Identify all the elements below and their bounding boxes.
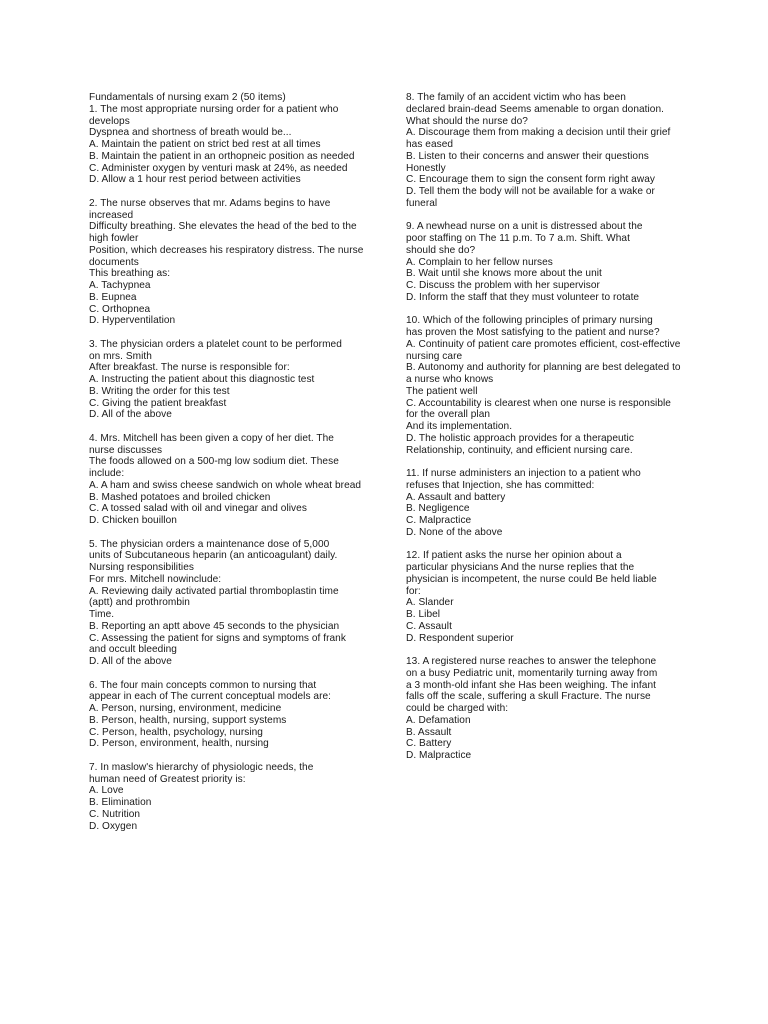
text-line: 3. The physician orders a platelet count to be performed: [89, 338, 342, 350]
text-line: human need of Greatest priority is:: [89, 773, 246, 785]
text-line: A. Defamation: [406, 714, 471, 726]
text-line: 12. If patient asks the nurse her opinion about a: [406, 550, 622, 562]
text-line: C. Assessing the patient for signs and symptoms of frank: [89, 632, 346, 644]
text-line: This breathing as:: [89, 268, 171, 280]
text-line: A. Discourage them from making a decision until their grief: [406, 127, 671, 139]
text-line: B. Writing the order for this test: [89, 385, 230, 397]
text-line: Honestly: [406, 162, 446, 174]
text-line: D. Allow a 1 hour rest period between activities: [89, 174, 301, 186]
text-line: B. Assault: [406, 726, 452, 738]
text-line: on mrs. Smith: [89, 350, 152, 362]
text-line: Position, which decreases his respiratory distress. The nurse: [89, 244, 364, 256]
text-line: 9. A newhead nurse on a unit is distressed about the: [406, 221, 643, 233]
question-block: [89, 680, 374, 751]
question-block: [406, 92, 686, 210]
text-line: nurse discusses: [89, 444, 163, 456]
text-line: A. Continuity of patient care promotes efficient, cost-effective: [406, 338, 681, 350]
text-line: a 3 month-old infant she Has been weighing. The infant: [406, 679, 656, 691]
text-line: A. Tachypnea: [89, 280, 151, 291]
text-line: on a busy Pediatric unit, momentarily turning away from: [406, 667, 658, 679]
text-line: could be charged with:: [406, 703, 509, 714]
text-line: D. Inform the staff that they must volunteer to rotate: [406, 291, 640, 303]
right-column: [406, 92, 686, 762]
text-line: nursing care: [406, 350, 463, 362]
text-line: D. Tell them the body will not be available for a wake or: [406, 186, 655, 197]
text-line: B. Person, health, nursing, support systems: [89, 714, 287, 726]
text-line: for:: [406, 585, 421, 597]
text-line: C. Giving the patient breakfast: [89, 397, 227, 409]
text-line: D. Chicken bouillon: [89, 515, 177, 526]
text-line: C. A tossed salad with oil and vinegar and olives: [89, 503, 307, 515]
text-line: and occult bleeding: [89, 644, 177, 656]
text-line: Time.: [89, 609, 115, 620]
text-line: A. Complain to her fellow nurses: [406, 256, 553, 268]
text-line: D. All of the above: [89, 656, 172, 667]
text-line: units of Subcutaneous heparin (an anticoagulant) daily.: [89, 550, 338, 562]
text-line: increased: [89, 209, 134, 221]
text-line: has proven the Most satisfying to the patient and nurse?: [406, 327, 660, 338]
text-line: A. A ham and swiss cheese sandwich on whole wheat bread: [89, 479, 362, 491]
text-line: declared brain-dead Seems amenable to organ donation.: [406, 103, 664, 115]
text-line: high fowler: [89, 233, 139, 244]
text-line: poor staffing on The 11 p.m. To 7 a.m. Shift. What: [406, 233, 630, 244]
text-line: Difficulty breathing. She elevates the head of the bed to the: [89, 221, 357, 233]
text-line: for the overall plan: [406, 409, 491, 421]
text-line: D. Respondent superior: [406, 632, 514, 644]
text-line: 11. If nurse administers an injection to a patient who: [406, 468, 641, 479]
text-line: D. Malpractice: [406, 750, 472, 761]
text-line: appear in each of The current conceptual models are:: [89, 691, 332, 703]
text-line: (aptt) and prothrombin: [89, 597, 190, 609]
text-line: C. Person, health, psychology, nursing: [89, 726, 263, 738]
text-line: 1. The most appropriate nursing order for a patient who: [89, 103, 339, 115]
text-line: funeral: [406, 197, 438, 209]
text-line: C. Administer oxygen by venturi mask at 24%, as needed: [89, 162, 348, 174]
text-line: A. Assault and battery: [406, 491, 506, 503]
text-line: For mrs. Mitchell nowinclude:: [89, 573, 222, 585]
text-line: C. Accountability is clearest when one nurse is responsible: [406, 397, 671, 409]
text-line: A. Reviewing daily activated partial thromboplastin time: [89, 585, 339, 597]
text-line: Nursing responsibilities: [89, 562, 194, 573]
text-line: B. Maintain the patient in an orthopneic position as needed: [89, 150, 355, 162]
question-block: [89, 433, 374, 527]
text-line: A. Love: [89, 785, 124, 797]
text-line: D. All of the above: [89, 409, 172, 421]
text-line: The patient well: [406, 385, 478, 397]
question-block: [89, 198, 374, 327]
text-line: Relationship, continuity, and efficient nursing care.: [406, 444, 633, 456]
question-block: [406, 221, 686, 303]
question-block: [406, 656, 686, 762]
text-line: A. Maintain the patient on strict bed rest at all times: [89, 139, 321, 150]
text-line: B. Reporting an aptt above 45 seconds to the physician: [89, 620, 340, 632]
text-line: B. Negligence: [406, 503, 470, 515]
question-block: [406, 315, 686, 456]
question-block: [406, 550, 686, 644]
question-block: [89, 539, 374, 668]
text-line: D. Hyperventilation: [89, 315, 176, 327]
text-line: refuses that Injection, she has committed:: [406, 479, 595, 491]
text-line: C. Encourage them to sign the consent form right away: [406, 174, 655, 186]
text-line: 13. A registered nurse reaches to answer the telephone: [406, 656, 657, 667]
text-line: Fundamentals of nursing exam 2 (50 items): [89, 92, 286, 103]
text-line: B. Eupnea: [89, 291, 137, 303]
text-line: The foods allowed on a 500-mg low sodium diet. These: [89, 456, 339, 468]
text-line: B. Autonomy and authority for planning are best delegated to: [406, 362, 681, 374]
text-line: C. Malpractice: [406, 515, 472, 526]
text-line: 2. The nurse observes that mr. Adams begins to have: [89, 197, 331, 209]
text-line: A. Instructing the patient about this diagnostic test: [89, 374, 315, 385]
text-line: include:: [89, 468, 125, 479]
text-line: C. Discuss the problem with her supervisor: [406, 280, 600, 291]
text-line: 8. The family of an accident victim who has been: [406, 92, 626, 103]
text-line: 4. Mrs. Mitchell has been given a copy of her diet. The: [89, 432, 334, 444]
text-line: documents: [89, 256, 139, 268]
text-line: C. Battery: [406, 738, 452, 750]
text-line: 6. The four main concepts common to nursing that: [89, 679, 317, 691]
text-line: D. Oxygen: [89, 820, 138, 832]
text-line: has eased: [406, 139, 454, 150]
text-line: develops: [89, 115, 130, 127]
text-line: After breakfast. The nurse is responsible for:: [89, 362, 290, 374]
left-column: [89, 92, 374, 832]
question-block: [406, 468, 686, 539]
text-line: B. Elimination: [89, 797, 152, 808]
text-line: B. Libel: [406, 609, 441, 620]
text-line: 7. In maslow's hierarchy of physiologic needs, the: [89, 761, 314, 773]
text-line: A. Person, nursing, environment, medicine: [89, 703, 282, 714]
text-line: A. Slander: [406, 597, 454, 609]
question-block: [89, 339, 374, 421]
question-block: [89, 92, 374, 186]
text-line: 5. The physician orders a maintenance dose of 5,000: [89, 538, 330, 550]
text-line: should she do?: [406, 244, 476, 256]
text-line: D. None of the above: [406, 526, 503, 538]
text-line: What should the nurse do?: [406, 115, 528, 127]
text-line: D. The holistic approach provides for a therapeutic: [406, 432, 634, 444]
text-line: C. Orthopnea: [89, 303, 151, 315]
text-line: falls off the scale, suffering a skull Fracture. The nurse: [406, 691, 651, 703]
text-line: 10. Which of the following principles of primary nursing: [406, 315, 653, 327]
text-line: a nurse who knows: [406, 374, 494, 385]
text-line: C. Assault: [406, 620, 452, 632]
text-line: physician is incompetent, the nurse could Be held liable: [406, 573, 657, 585]
text-line: B. Listen to their concerns and answer their questions: [406, 150, 649, 162]
question-block: [89, 762, 374, 833]
text-line: B. Mashed potatoes and broiled chicken: [89, 491, 271, 503]
text-line: B. Wait until she knows more about the unit: [406, 268, 602, 280]
text-line: D. Person, environment, health, nursing: [89, 738, 269, 750]
text-line: And its implementation.: [406, 421, 513, 432]
text-line: C. Nutrition: [89, 808, 141, 820]
text-line: particular physicians And the nurse replies that the: [406, 562, 635, 573]
text-line: Dyspnea and shortness of breath would be...: [89, 127, 292, 139]
